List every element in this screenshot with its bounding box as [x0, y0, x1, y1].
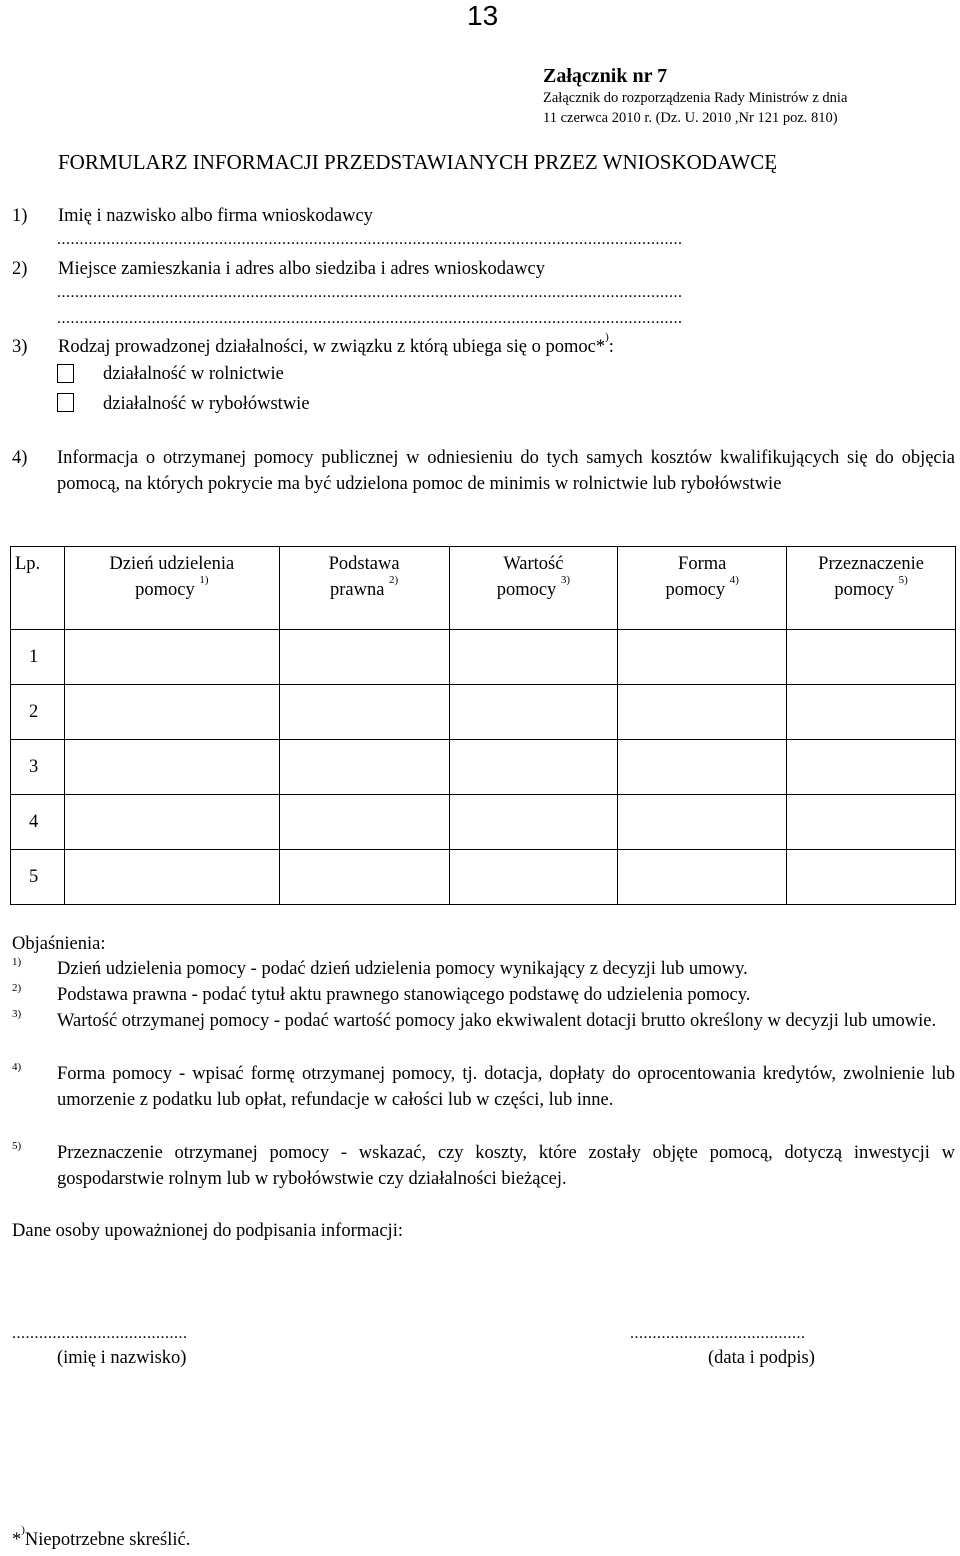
table-cell[interactable]	[64, 850, 279, 905]
aid-table	[10, 546, 956, 905]
section-2-label: Miejsce zamieszkania i adres albo siedziba i adres wnioskodawcy	[58, 259, 545, 279]
footnote-mark-4: 4)	[12, 1061, 22, 1073]
table-cell[interactable]	[279, 740, 449, 795]
footnote-mark-5: 5)	[12, 1140, 22, 1152]
section-1	[12, 203, 373, 229]
section-3-label-end: :	[608, 337, 614, 357]
table-header-value: Wartość pomocy $^{3)}$	[449, 547, 618, 630]
table-cell[interactable]	[64, 740, 279, 795]
section-3-number: 3)	[12, 337, 28, 357]
agriculture-checkbox[interactable]	[57, 364, 74, 383]
table-header-lp: Lp.	[11, 547, 65, 630]
table-cell[interactable]	[618, 795, 787, 850]
explanation-1: Dzień udzielenia pomocy - podać dzień udzielenia pomocy wynikający z decyzji lub umowy.	[57, 959, 748, 979]
table-cell[interactable]	[787, 795, 956, 850]
section-2	[12, 256, 545, 282]
annex-subtitle-line1: Załącznik do rozporządzenia Rady Ministrów z dnia	[543, 90, 848, 106]
annex-subtitle-line2: 11 czerwca 2010 r. (Dz. U. 2010 ,Nr 121 poz. 810)	[543, 110, 838, 126]
section-1-label: Imię i nazwisko albo firma wnioskodawcy	[58, 206, 373, 226]
table-cell[interactable]	[449, 850, 618, 905]
annex-header	[543, 64, 943, 128]
signature-heading: Dane osoby upoważnionej do podpisania informacji:	[12, 1221, 403, 1241]
option-fishery-label: działalność w rybołówstwie	[103, 394, 310, 414]
table-cell[interactable]	[787, 685, 956, 740]
footnote-star: *	[12, 1530, 22, 1550]
table-cell[interactable]	[449, 630, 618, 685]
section-3-label-sup: )	[605, 331, 609, 343]
row-number: 3	[11, 740, 65, 795]
explanation-2: Podstawa prawna - podać tytuł aktu prawnego stanowiącego podstawę do udzielenia pomocy.	[57, 985, 751, 1005]
footnote-mark-1: 1)	[12, 956, 22, 968]
section-2-number: 2)	[12, 259, 28, 279]
table-cell[interactable]	[64, 795, 279, 850]
table-cell[interactable]	[787, 740, 956, 795]
table-cell[interactable]	[64, 685, 279, 740]
fishery-checkbox[interactable]	[57, 393, 74, 412]
table-header-form: Forma pomocy $^{4)}$	[618, 547, 787, 630]
row-number: 5	[11, 850, 65, 905]
row-number: 4	[11, 795, 65, 850]
explanation-3: Wartość otrzymanej pomocy - podać wartość pomocy jako ekwiwalent dotacji brutto określony w decyzji lub umowie.	[57, 1011, 937, 1031]
table-row	[11, 740, 956, 795]
section-3-label: Rodzaj prowadzonej działalności, w związku z którą ubiega się o pomoc*	[58, 337, 606, 357]
table-cell[interactable]	[618, 850, 787, 905]
table-row	[11, 850, 956, 905]
footnote-text: Niepotrzebne skreślić.	[24, 1530, 191, 1550]
strike-out-footnote	[12, 1524, 191, 1553]
table-cell[interactable]	[449, 740, 618, 795]
applicant-address-field-2[interactable]: ...........................................................................................................................................	[57, 310, 683, 327]
table-cell[interactable]	[64, 630, 279, 685]
applicant-name-field[interactable]: ...........................................................................................................................................	[57, 231, 683, 248]
footnote-star-sup: )	[21, 1524, 25, 1536]
section-3	[12, 331, 614, 360]
explanation-4: Forma pomocy - wpisać formę otrzymanej pomocy, tj. dotacja, dopłaty do oprocentowania kredytów, zwolnienie lub umorzenie z podatku lub opłat, refundacje w całości lub w części, lub inne.	[57, 1064, 955, 1110]
table-cell[interactable]	[618, 630, 787, 685]
applicant-address-field-1[interactable]: ...........................................................................................................................................	[57, 284, 683, 301]
footnote-mark-2: 2)	[12, 982, 22, 994]
table-cell[interactable]	[618, 740, 787, 795]
table-header-purpose: Przeznaczenie pomocy $^{5)}$	[787, 547, 956, 630]
footnote-mark-3: 3)	[12, 1008, 22, 1020]
table-cell[interactable]	[279, 850, 449, 905]
explanation-5: Przeznaczenie otrzymanej pomocy - wskazać, czy koszty, które zostały objęte pomocą, dotyczą inwestycji w gospodarstwie rolnym lub w rybołówstwie czy działalności bieżącej.	[57, 1143, 955, 1189]
table-row	[11, 630, 956, 685]
table-header-legal-basis: Podstawa prawna $^{2)}$	[279, 547, 449, 630]
table-row	[11, 685, 956, 740]
row-number: 1	[11, 630, 65, 685]
section-4-number: 4)	[12, 448, 28, 468]
table-cell[interactable]	[787, 850, 956, 905]
table-cell[interactable]	[279, 795, 449, 850]
table-header-date: Dzień udzielenia pomocy $^{1)}$	[64, 547, 279, 630]
date-caption: (data i podpis)	[708, 1348, 815, 1368]
section-4-text: Informacja o otrzymanej pomocy publicznej w odniesieniu do tych samych kosztów kwalifikujących się do objęcia pomocą, na których pokrycie ma być udzielona pomoc de minimis w rolnictwie lub rybołówstwie	[57, 448, 955, 494]
table-cell[interactable]	[279, 630, 449, 685]
table-row	[11, 795, 956, 850]
name-caption: (imię i nazwisko)	[57, 1348, 187, 1368]
date-signature-field[interactable]: .......................................	[630, 1325, 806, 1342]
explanations-heading: Objaśnienia:	[12, 934, 106, 954]
table-cell[interactable]	[618, 685, 787, 740]
table-cell[interactable]	[449, 685, 618, 740]
table-cell[interactable]	[787, 630, 956, 685]
form-title: FORMULARZ INFORMACJI PRZEDSTAWIANYCH PRZEZ WNIOSKODAWCĘ	[58, 150, 778, 174]
page-number: 13	[467, 0, 499, 31]
section-1-number: 1)	[12, 206, 28, 226]
annex-title: Załącznik nr 7	[543, 65, 668, 87]
table-cell[interactable]	[279, 685, 449, 740]
row-number: 2	[11, 685, 65, 740]
table-cell[interactable]	[449, 795, 618, 850]
table-header-row	[11, 547, 956, 630]
name-signature-field[interactable]: .......................................	[12, 1325, 188, 1342]
option-agriculture-label: działalność w rolnictwie	[103, 364, 284, 384]
